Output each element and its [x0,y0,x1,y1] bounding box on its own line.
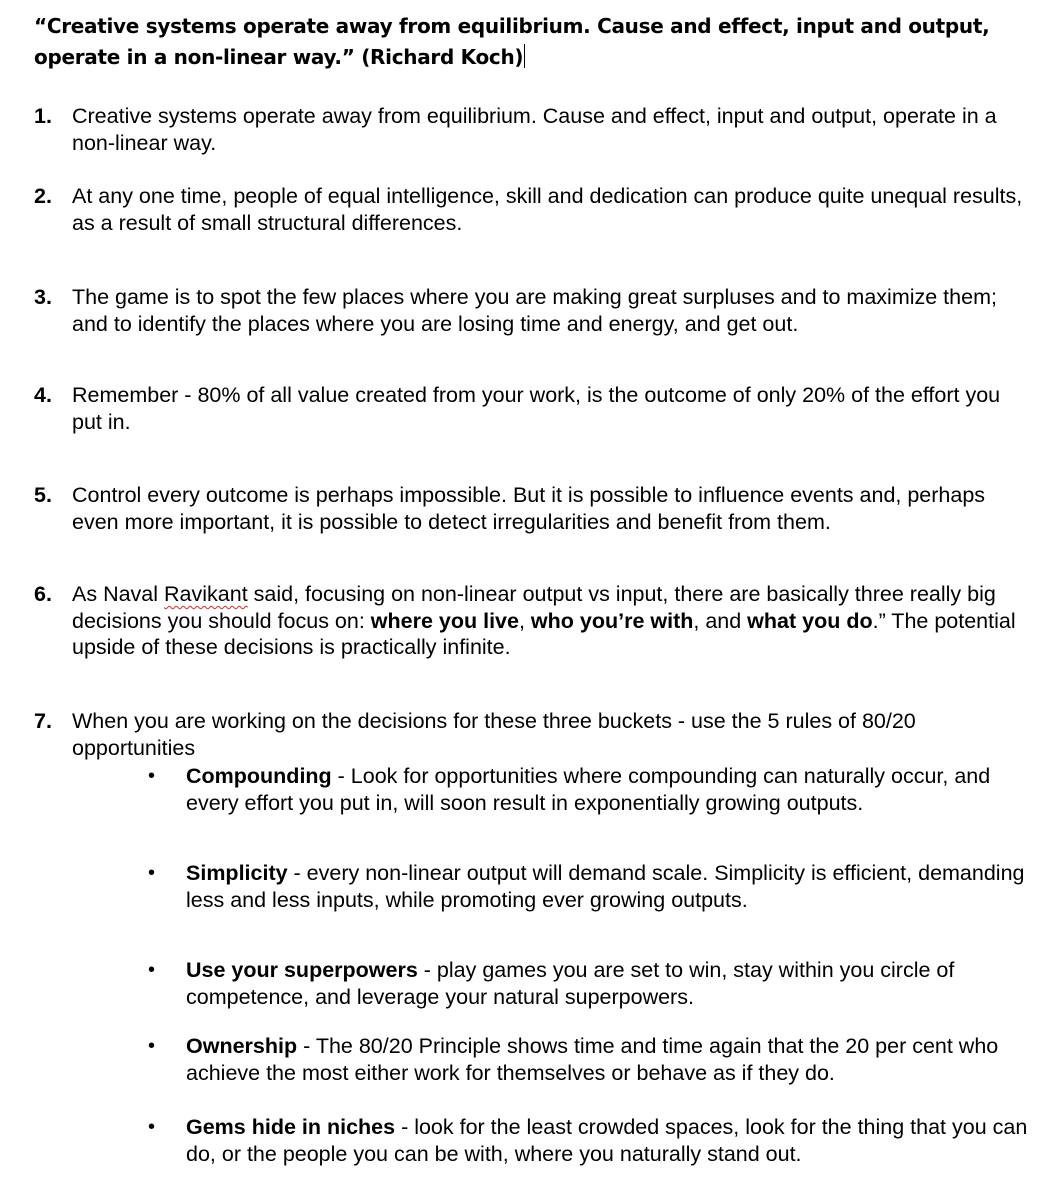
bullet-icon: • [148,1035,156,1057]
bullet-icon: • [148,862,156,884]
bullet-item-compounding [148,763,1028,816]
bullet-item-niches [148,1114,1028,1167]
bullet-body: - every non-linear output will demand scale. Simplicity is efficient, demanding less and less inputs, while promoting ever growing outputs. [186,861,1025,912]
bullet-title: Ownership [186,1034,298,1058]
bullet-item-simplicity [148,860,1028,913]
text-run: said, focusing on non-linear output vs input, there are basically three really big decisions you should focus on: [72,582,996,633]
item-text: Creative systems operate away from equilibrium. Cause and effect, input and output, operate in a non-linear way. [72,104,997,155]
item-number: 6. [34,582,52,606]
item-text: Remember - 80% of all value created from your work, is the outcome of only 20% of the effort you put in. [72,383,1001,434]
bold-text: what you do [747,608,873,633]
item-text: When you are working on the decisions for these three buckets - use the 5 rules of 80/20 opportunities [72,709,916,760]
item-number: 3. [34,285,52,309]
quote-line-2 [34,42,1034,73]
text-run: .” The potential upside of these decisions is practically infinite. [72,608,1016,659]
heading-quote [34,11,1034,73]
bullet-body: - The 80/20 Principle shows time and time again that the 20 per cent who achieve the most either work for themselves or behave as if they do. [186,1034,999,1085]
bullet-text [186,1114,1028,1167]
list-item-4 [34,382,1034,435]
bullet-text [186,860,1028,913]
bullet-title: Simplicity [186,861,288,885]
bullet-icon: • [148,1116,156,1138]
bullet-title: Gems hide in niches [186,1115,396,1139]
text-run: , [518,608,531,633]
bullet-text [186,763,1028,816]
bold-text: who you’re with [530,608,694,633]
list-item-5 [34,482,1034,535]
bullet-item-superpowers [148,957,1028,1010]
list-item-1 [34,103,1034,156]
item-text: The game is to spot the few places where you are making great surpluses and to maximize them; and to identify the places where you are losing time and energy, and get out. [72,285,997,336]
bullet-body: - Look for opportunities where compounding can naturally occur, and every effort you put in, will soon result in exponentially growing outputs. [186,764,991,815]
list-item-2 [34,183,1034,236]
item-text: At any one time, people of equal intelligence, skill and dedication can produce quite unequal results, as a result of small structural differences. [72,184,1023,235]
bullet-icon: • [148,765,156,787]
bullet-body: - play games you are set to win, stay within you circle of competence, and leverage your natural superpowers. [186,958,955,1009]
item-text: Control every outcome is perhaps impossible. But it is possible to influence events and, perhaps even more important, it is possible to detect irregularities and benefit from them. [72,483,986,534]
bullet-item-ownership [148,1033,1028,1086]
quote-line-1: “Creative systems operate away from equilibrium. Cause and effect, input and output, [34,14,990,38]
list-item-7 [34,708,1034,761]
bullet-icon: • [148,959,156,981]
bullet-text [186,1033,1028,1086]
text-run: As Naval [72,582,165,606]
bullet-title: Compounding [186,764,332,788]
item-number: 1. [34,104,52,128]
text-run: , and [693,608,748,633]
spelling-flag-name[interactable]: Ravikant [164,582,248,606]
bold-text: where you live [370,608,519,633]
list-item-3 [34,284,1034,337]
item-text [72,581,1034,661]
item-number: 4. [34,383,52,407]
item-number: 2. [34,184,52,208]
bullet-text [186,957,1028,1010]
bullet-body: - look for the least crowded spaces, look for the thing that you can do, or the people you can be with, where you naturally stand out. [186,1115,1028,1166]
item-number: 7. [34,709,52,733]
text-cursor [524,44,525,68]
quote-line-2-text: operate in a non-linear way.” (Richard Koch) [34,45,524,69]
bullet-title: Use your superpowers [186,958,418,982]
item-number: 5. [34,483,52,507]
list-item-6 [34,581,1034,661]
